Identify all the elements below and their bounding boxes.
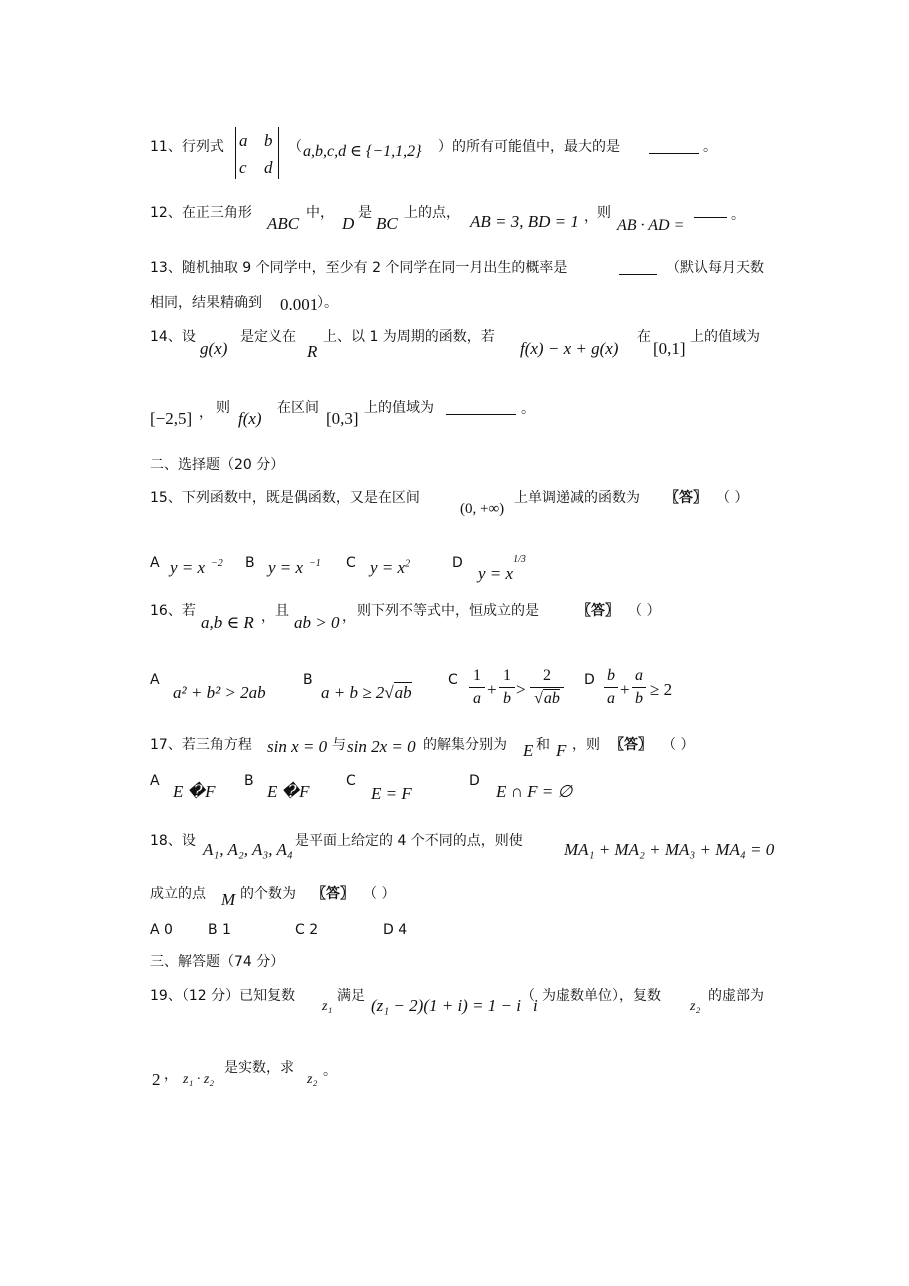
q11-suffix: ）的所有可能值中，最大的是 [438,139,620,155]
q17-label-d[interactable]: D [469,773,480,789]
q15-label-c[interactable]: C [346,555,356,571]
q18-option-d[interactable]: D 4 [383,922,408,938]
q16-option-a[interactable]: a² + b² > 2ab [173,683,266,702]
q12-abc: ABC [267,214,300,233]
q18-mid: 是平面上给定的 4 个不同的点，则使 [295,833,523,849]
q15-option-d[interactable]: $y = x^{1/3}$ [478,554,526,583]
q13-line1: 13、随机抽取 9 个同学中，至少有 2 个同学在同一月出生的概率是 [150,260,568,276]
q16-label-d[interactable]: D [584,672,595,688]
q14-end: 。 [521,401,535,417]
q16-option-b[interactable]: a + b ≥ 2√ab [321,683,412,702]
q14-comma: ， [199,405,213,421]
q17-option-c[interactable]: E = F [371,784,412,803]
q13-line2: 相同，结果精确到 [150,295,262,311]
q19-mid4: 是实数，求 [224,1060,294,1076]
q11-det-a: a [239,131,248,150]
q18-line2-suffix: 的个数为 [240,886,296,902]
q17-mid1: 与 [332,737,346,753]
q17-answer-mark: 〖答〗 [610,737,652,753]
q17-option-b[interactable]: E �F [267,782,310,801]
q14-expr: f(x) − x + g(x) [520,339,619,358]
q19-mid3: 的虚部为 [708,988,764,1004]
q15-prefix: 15、下列函数中，既是偶函数，又是在区间 [150,490,420,506]
q14-then: 则 [216,400,230,416]
q19-mid2: 为虚数单位），复数 [542,988,661,1004]
q19-equation: (z₁ − 2)(1 + i) = 1 − i [371,996,522,1015]
q14-fx: f(x) [238,409,262,428]
q16-comma1: ， [261,609,275,625]
q18-option-b[interactable]: B 1 [208,922,231,938]
q19-z1: z₁ [322,999,333,1014]
q12-prefix: 12、在正三角形 [150,205,252,221]
q12-mid1: 中， [306,205,334,221]
q17-label-c[interactable]: C [346,773,356,789]
q12-d: D [342,214,355,233]
q16-label-c[interactable]: C [448,672,458,688]
q16-cond2: ab > 0 [294,613,340,632]
q11-end: 。 [703,139,717,155]
q14-prefix: 14、设 [150,329,196,345]
q15-option-a[interactable]: y = x $^{-2}$ [170,558,223,577]
q17-prefix: 17、若三角方程 [150,737,252,753]
q13-answer-blank[interactable] [619,264,657,275]
section-2-title: 二、选择题（20 分） [150,457,285,473]
q15-label-b[interactable]: B [245,555,255,571]
q13-end: ）。 [317,295,338,311]
q17-suffix: ，则 [572,737,600,753]
q17-option-a[interactable]: E �F [173,782,216,801]
q14-interval2: [0,3] [326,409,359,428]
q13-precision: 0.001 [280,295,319,314]
q14-answer-blank[interactable] [446,404,516,415]
q11-det-c: c [239,158,247,177]
section-3-title: 三、解答题（74 分） [150,954,285,970]
q14-mid3: 在 [637,329,651,345]
q19-end: 。 [323,1063,337,1079]
q19-z2-target: z₂ [307,1072,318,1087]
q19-i: i [533,996,538,1015]
q13-paren: （默认每月天数 [666,260,764,276]
q14-mid4: 上的值域为 [690,329,760,345]
q15-option-b[interactable]: y = x $^{-1}$ [268,558,321,577]
q12-condition: AB = 3, BD = 1 [470,212,579,231]
q14-range: [−2,5] [150,409,193,428]
q17-mid2: 的解集分别为 [423,737,507,753]
q17-e: E [523,741,534,760]
q18-option-c[interactable]: C 2 [295,922,319,938]
q19-comma: ， [164,1067,178,1083]
q16-prefix: 16、若 [150,603,196,619]
q14-interval1: [0,1] [653,339,686,358]
q18-points: A₁, A₂, A₃, A₄ [203,840,293,859]
q15-paren: （ ） [716,490,749,506]
q15-label-a[interactable]: A [150,555,160,571]
q14-mid5: 在区间 [277,400,319,416]
q11-det-b: b [264,131,273,150]
q15-label-d[interactable]: D [452,555,463,571]
q18-answer-mark: 〖答〗 [312,886,354,902]
q11-open-paren: （ [288,139,302,155]
q19-prefix: 19、（12 分）已知复数 [150,988,296,1004]
q19-product: z₁ · z₂ [183,1072,215,1087]
q12-comma: ， [584,209,598,225]
q17-eq2: sin 2x = 0 [347,737,416,756]
q12-end: 。 [731,207,745,223]
q15-interval: (0, +∞) [460,501,505,517]
q18-prefix: 18、设 [150,833,196,849]
q12-then: 则 [597,205,611,221]
q17-label-a[interactable]: A [150,773,160,789]
q17-label-b[interactable]: B [244,773,254,789]
q19-z2: z₂ [690,999,701,1014]
q15-suffix: 上单调递减的函数为 [514,490,640,506]
q17-and: 和 [536,737,550,753]
q11-condition: a,b,c,d ∈ {−1,1,2} [303,143,422,160]
q18-paren: （ ） [363,886,396,902]
q18-option-a[interactable]: A 0 [150,922,173,938]
q16-mid: 且 [275,603,289,619]
q14-mid2: 上、以 1 为周期的函数，若 [323,329,495,345]
q17-f: F [556,741,567,760]
q12-answer-blank[interactable] [694,207,727,218]
q19-mid1: 满足 [337,988,365,1004]
q17-option-d[interactable]: E ∩ F = ∅ [496,782,573,801]
q14-r: R [307,342,318,361]
q15-option-c[interactable]: $y = x^2$ [370,558,411,577]
q11-det-d: d [264,158,273,177]
q12-mid2: 是 [358,205,372,221]
q14-mid1: 是定义在 [240,329,296,345]
q14-mid6: 上的值域为 [364,400,434,416]
q17-paren: （ ） [662,737,695,753]
q18-vector-sum: MA₁ + MA₂ + MA₃ + MA₄ = 0 [564,840,775,859]
q16-label-a[interactable]: A [150,672,160,688]
q18-m: M [221,890,236,909]
q16-cond1: a,b ∈ R [201,613,254,632]
q15-answer-mark: 〖答〗 [665,490,707,506]
q16-suffix: 则下列不等式中，恒成立的是 [357,603,539,619]
q12-expr: AB · AD = [617,217,685,234]
q16-comma2: ， [342,609,356,625]
q12-bc: BC [376,214,398,233]
q14-gx: g(x) [200,339,228,358]
q16-answer-mark: 〖答〗 [577,603,619,619]
q19-open-paren: （ [521,988,535,1004]
q19-two: 2 [152,1070,161,1089]
q16-paren: （ ） [628,603,661,619]
q18-line2-prefix: 成立的点 [150,886,206,902]
q11-prefix: 11、行列式 [150,139,224,155]
q11-answer-blank[interactable] [649,143,699,154]
q17-eq1: sin x = 0 [267,737,328,756]
q12-mid3: 上的点， [404,205,460,221]
q16-label-b[interactable]: B [303,672,313,688]
